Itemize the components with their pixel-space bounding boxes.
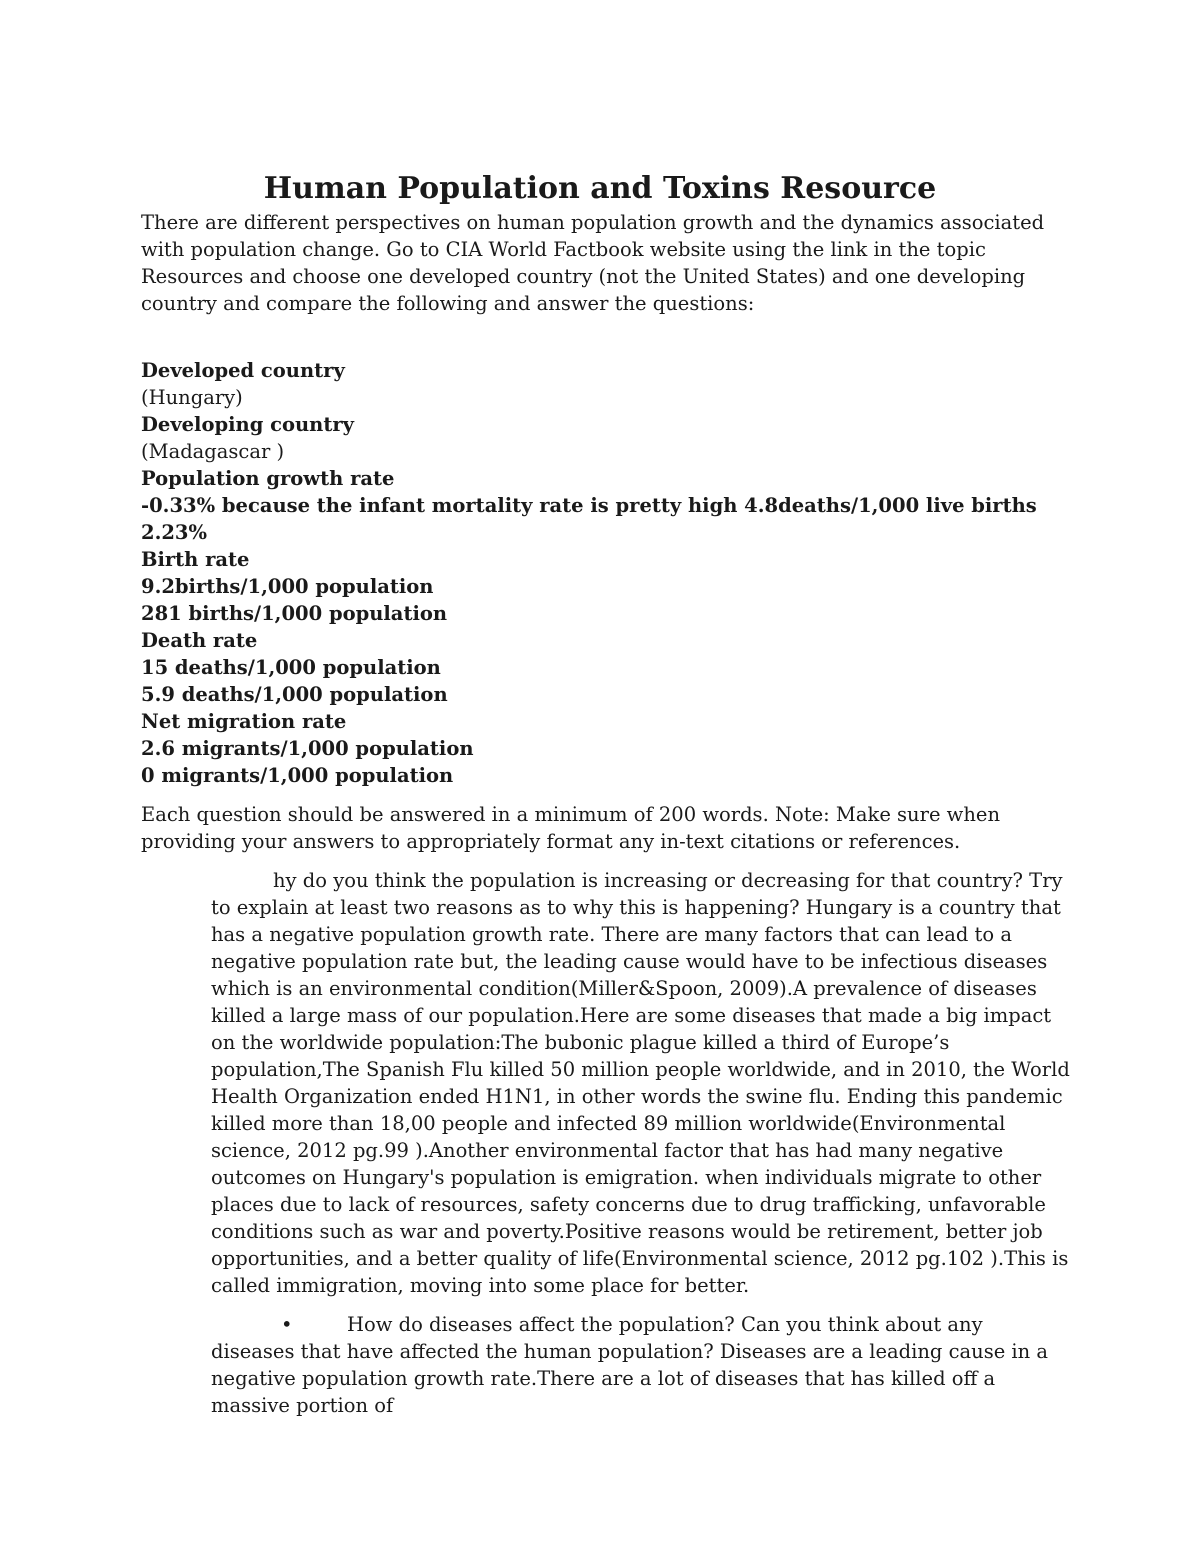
data-line: 9.2births/1,000 population	[141, 575, 434, 598]
data-line: (Hungary)	[141, 386, 243, 409]
data-line: Developing country	[141, 413, 354, 436]
data-line: 2.23%	[141, 521, 208, 544]
data-line: (Madagascar )	[141, 440, 285, 463]
data-line: 15 deaths/1,000 population	[141, 656, 441, 679]
data-line: Death rate	[141, 629, 258, 652]
instructions-note: Each question should be answered in a minimum of 200 words. Note: Make sure when providing your answers to appropriately format any in-text citations or references.	[141, 803, 1001, 853]
answer-paragraph-2	[211, 1311, 1071, 1419]
comparison-data-block	[141, 357, 1071, 789]
intro-paragraph: There are different perspectives on human population growth and the dynamics associated with population change. Go to CIA World Factbook website using the link in the topic Resources and choose one developed country (not the United States) and one developing country and compare the following and answer the questions:	[141, 211, 1045, 315]
data-line: 281 births/1,000 population	[141, 602, 448, 625]
data-line: -0.33% because the infant mortality rate is pretty high 4.8deaths/1,000 live births	[141, 494, 1037, 517]
data-line: 5.9 deaths/1,000 population	[141, 683, 448, 706]
answer-paragraph-1: hy do you think the population is increasing or decreasing for that country? Try to explain at least two reasons as to why this is happening? Hungary is a country that has a negative population growth rate. There are many factors that can lead to a negative population rate but, the leading cause would have to be infectious diseases which is an environmental condition(Miller&Spoon, 2009).A prevalence of diseases killed a large mass of our population.Here are some diseases that made a big impact on the worldwide population:The bubonic plague killed a third of Europe’s population,The Spanish Flu killed 50 million people worldwide, and in 2010, the World Health Organization ended H1N1, in other words the swine flu. Ending this pandemic killed more than 18,00 people and infected 89 million worldwide(Environmental science, 2012 pg.99 ).Another environmental factor that has had many negative outcomes on Hungary's population is emigration. when individuals migrate to other places due to lack of resources, safety concerns due to drug trafficking, unfavorable conditions such as war and poverty.Positive reasons would be retirement, better job opportunities, and a better quality of life(Environmental science, 2012 pg.102 ).This is called immigration, moving into some place for better.	[211, 869, 1070, 1297]
data-line: 2.6 migrants/1,000 population	[141, 737, 474, 760]
data-line: Birth rate	[141, 548, 250, 571]
data-line: Developed country	[141, 359, 345, 382]
answer-2-text: How do diseases affect the population? Can you think about any diseases that have affected the human population? Diseases are a leading cause in a negative population growth rate.There are a lot of diseases that has killed off a massive portion of	[211, 1313, 1049, 1417]
bullet-point: •	[281, 1313, 293, 1336]
document-title: Human Population and Toxins Resource	[263, 171, 937, 206]
data-line: Population growth rate	[141, 467, 395, 490]
data-line: Net migration rate	[141, 710, 347, 733]
data-line: 0 migrants/1,000 population	[141, 764, 454, 787]
